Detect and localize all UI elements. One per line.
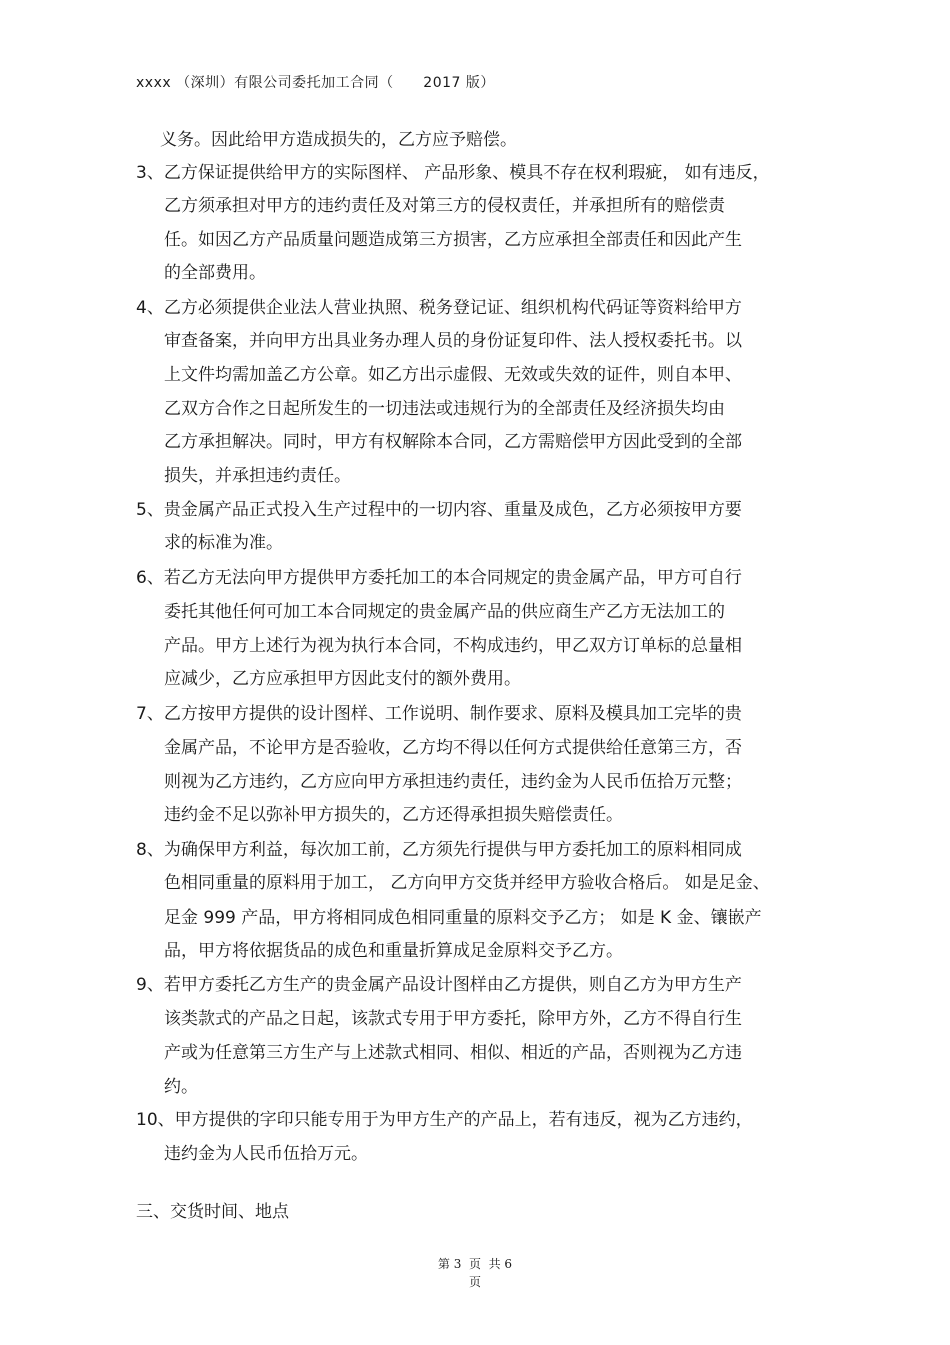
paragraph-line: 义务。因此给甲方造成损失的，乙方应予赔偿。 <box>160 130 517 150</box>
clause-3-line: 任。如因乙方产品质量问题造成第三方损害，乙方应承担全部责任和因此产生 <box>164 230 742 250</box>
clause-9-start: 9、若甲方委托乙方生产的贵金属产品设计图样由乙方提供，则自乙方为甲方生产 <box>136 975 742 995</box>
section-heading: 三、交货时间、地点 <box>136 1202 289 1222</box>
clause-5-start: 5、贵金属产品正式投入生产过程中的一切内容、重量及成色，乙方必须按甲方要 <box>136 500 742 520</box>
clause-4-start: 4、乙方必须提供企业法人营业执照、税务登记证、组织机构代码证等资料给甲方 <box>136 298 742 318</box>
clause-9-line: 该类款式的产品之日起，该款式专用于甲方委托，除甲方外，乙方不得自行生 <box>164 1009 742 1029</box>
clause-8-start: 8、为确保甲方利益，每次加工前，乙方须先行提供与甲方委托加工的原料相同成 <box>136 840 742 860</box>
clause-9-line: 产或为任意第三方生产与上述款式相同、相似、相近的产品，否则视为乙方违 <box>164 1043 742 1063</box>
clause-4-line: 审查备案，并向甲方出具业务办理人员的身份证复印件、法人授权委托书。以 <box>164 331 742 351</box>
page-number-continued: 页 <box>468 1275 481 1289</box>
clause-6-line: 应减少，乙方应承担甲方因此支付的额外费用。 <box>164 669 521 689</box>
clause-10-start: 10、甲方提供的字印只能专用于为甲方生产的产品上，若有违反，视为乙方违约， <box>136 1110 753 1130</box>
clause-6-start: 6、若乙方无法向甲方提供甲方委托加工的本合同规定的贵金属产品，甲方可自行 <box>136 568 742 588</box>
clause-3-line: 乙方须承担对甲方的违约责任及对第三方的侵权责任，并承担所有的赔偿责 <box>164 196 725 216</box>
clause-6-line: 产品。甲方上述行为视为执行本合同，不构成违约，甲乙双方订单标的总量相 <box>164 636 742 656</box>
clause-7-line: 违约金不足以弥补甲方损失的，乙方还得承担损失赔偿责任。 <box>164 805 623 825</box>
clause-7-line: 金属产品，不论甲方是否验收，乙方均不得以任何方式提供给任意第三方，否 <box>164 738 742 758</box>
document-header: xxxx （深圳）有限公司委托加工合同（ 2017 版） <box>136 75 495 91</box>
clause-5-line: 求的标准为准。 <box>164 533 283 553</box>
clause-4-line: 乙方承担解决。同时，甲方有权解除本合同，乙方需赔偿甲方因此受到的全部 <box>164 432 742 452</box>
clause-10-line: 违约金为人民币伍拾万元。 <box>164 1144 368 1164</box>
clause-8-line: 品，甲方将依据货品的成色和重量折算成足金原料交予乙方。 <box>164 941 623 961</box>
page-number: 第 3 页 共 6 <box>437 1257 513 1271</box>
clause-7-line: 则视为乙方违约，乙方应向甲方承担违约责任，违约金为人民币伍拾万元整； <box>164 772 742 792</box>
clause-8-line: 足金 999 产品，甲方将相同成色相同重量的原料交予乙方； 如是 K 金、镶嵌产 <box>164 908 762 928</box>
clause-3-start: 3、乙方保证提供给甲方的实际图样、 产品形象、模具不存在权利瑕疵， 如有违反， <box>136 163 770 183</box>
clause-4-line: 上文件均需加盖乙方公章。如乙方出示虚假、无效或失效的证件，则自本甲、 <box>164 365 742 385</box>
clause-4-line: 损失，并承担违约责任。 <box>164 466 351 486</box>
clause-7-start: 7、乙方按甲方提供的设计图样、工作说明、制作要求、原料及模具加工完毕的贵 <box>136 704 742 724</box>
clause-6-line: 委托其他任何可加工本合同规定的贵金属产品的供应商生产乙方无法加工的 <box>164 602 725 622</box>
clause-8-line: 色相同重量的原料用于加工， 乙方向甲方交货并经甲方验收合格后。 如是足金、 <box>164 873 770 893</box>
clause-3-line: 的全部费用。 <box>164 263 266 283</box>
clause-9-line: 约。 <box>164 1077 198 1097</box>
clause-4-line: 乙双方合作之日起所发生的一切违法或违规行为的全部责任及经济损失均由 <box>164 399 725 419</box>
